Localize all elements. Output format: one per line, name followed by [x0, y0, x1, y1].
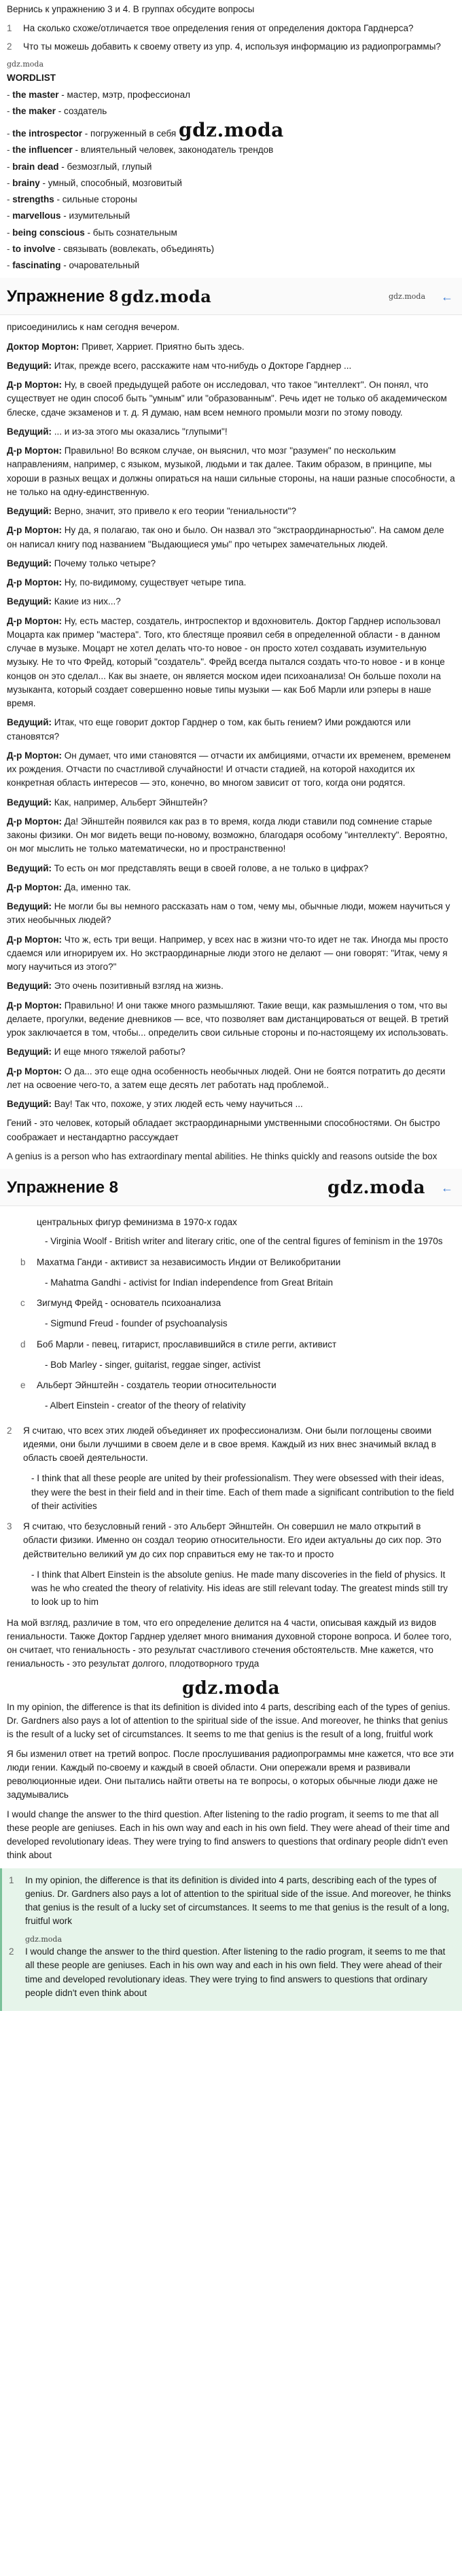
exercise-header [0, 1169, 462, 1206]
question-list [7, 22, 455, 54]
word-item: - being conscious - быть сознательным [7, 227, 177, 238]
opinion-item: 3 Я считаю, что безусловный гений - это Альберт Эйнштейн. Он совершил не мало открытий в области физики. Именно он создал теорию относительности. Его идеи актуальны до сих пор. Это действительно великий ум до сих пор справиться ему не так-то и просто [7, 1521, 442, 1559]
comparison-paragraph: Я бы изменил ответ на третий вопрос. После прослушивания радиопрограммы мне кажется, что все эти люди гении. Каждый по-своему и каждый в своей области. Они опережали время и развивали революционные идеи. Они пытались найти ответы на те вопросы, о которых обычные люди даже не задумывались [7, 1748, 454, 1800]
dialog-line: Д-р Мортон: Ну, в своей предыдущей работе он исследовал, что такое "интеллект". Он понял, что существует не один способ быть "умным" или "образованным". Речь идет не только об академическом блеске, сдаче экзаменов и т. д. Я думаю, нам всем немного промыли мозги по этому поводу. [7, 380, 447, 418]
comparison-paragraph: In my opinion, the difference is that its definition is divided into 4 parts, describing each of the types of genius. Dr. Gardners also pays a lot of attention to the spiritual side of the issue. And moreover, he thinks that genius is the result of a lucky set of circumstances. It seems to me that genius is the result of a long, fruitful work [7, 1701, 450, 1740]
figure-en: - Virginia Woolf - British writer and literary critic, one of the central figures of feminism in the 1970s [45, 1236, 443, 1247]
word-item: - strengths - сильные стороны [7, 194, 137, 204]
dialog-line: Доктор Мортон: Привет, Харриет. Приятно быть здесь. [7, 341, 245, 352]
dialog-line: Ведущий: Почему только четыре? [7, 558, 156, 568]
watermark: gdz.moda [121, 287, 212, 307]
dialog-line: Ведущий: Итак, что еще говорит доктор Гарднер о том, как быть гением? Ими рождаются или становятся? [7, 717, 411, 742]
dialog-line: Д-р Мортон: Ну, по-видимому, существует четыре типа. [7, 577, 247, 587]
word-item: - fascinating - очаровательный [7, 260, 140, 270]
final-answer-item: 2 I would change the answer to the third question. After listening to the radio program, it seems to me that all these people are geniuses. Each in his own way and each in his own field. They were ahead of their time and developed revolutionary ideas. They were trying to find answers to questions that ordinary people didn't even think about [9, 1946, 446, 1998]
dialog-line: Д-р Мортон: Да, именно так. [7, 882, 131, 892]
question-item: 1 На сколько схоже/отличается твое определения гения от определения доктора Гарднерса? [7, 23, 414, 34]
dialog-line: Ведущий: И еще много тяжелой работы? [7, 1047, 185, 1057]
dialog-line: Ведущий: Как, например, Альберт Эйнштейн? [7, 797, 208, 808]
dialog-line: присоединились к нам сегодня вечером. [7, 322, 180, 333]
dialog-line: Д-р Мортон: Правильно! И они также много размышляют. Такие вещи, как размышления о том, что вы делаете, прогулки, ведение дневников — все, что позволяет вам дистанцироваться от вещей. В третий урок заключается в том, чтобы... определить свои сильные стороны и по-настоящему их использовать. [7, 1000, 449, 1038]
dialog-line: Ведущий: Какие из них...? [7, 596, 121, 607]
wordlist-title: WORDLIST [7, 73, 56, 84]
dialog-line: Ведущий: Вау! Так что, похоже, у этих людей есть чему научиться ... [7, 1099, 303, 1109]
watermark: gdz.moda [179, 119, 284, 141]
dialog-line: Ведущий: Верно, значит, это привело к его теории "гениальности"? [7, 506, 296, 516]
figure-en: - Albert Einstein - creator of the theory of relativity [45, 1400, 246, 1411]
opinion-en: - I think that Albert Einstein is the absolute genius. He made many discoveries in the field of physics. It was he who created the theory of relativity. His ideas are still relevant today. The greatest minds still try to look up to him [31, 1569, 448, 1608]
wordlist-section [7, 71, 455, 272]
word-item: - marvellous - изумительный [7, 211, 130, 221]
watermark: gdz.moda [181, 1677, 281, 1699]
dialog-line: Ведущий: То есть он мог представлять вещи в своей голове, а не только в цифрах? [7, 863, 369, 873]
word-item: - the maker - создатель [7, 105, 107, 116]
figure-item: c Зигмунд Фрейд - основатель психоанализа [20, 1298, 221, 1308]
exercise-title: Упражнение 8 [7, 287, 118, 306]
final-answers [0, 1868, 462, 2012]
dialog-line: Д-р Мортон: Что ж, есть три вещи. Например, у всех нас в жизни что-то идет не так. Иногда мы просто сдаемся или игнорируем их. Но экстраординарные люди этого не делают — они говорят: "Итак, чему я могу научиться из этого?" [7, 934, 448, 972]
dialog-line: Ведущий: Это очень позитивный взгляд на жизнь. [7, 981, 224, 992]
dialog-line: Ведущий: Не могли бы вы немного рассказать нам о том, чему мы, обычные люди, можем научиться у этих необычных людей? [7, 901, 450, 926]
watermark-small: gdz.moda [25, 1934, 63, 1944]
figure-item: e Альберт Эйнштейн - создатель теории относительности [20, 1380, 277, 1390]
opinions-section [7, 1420, 455, 1610]
lead-line: центральных фигур феминизма в 1970-х годах [37, 1217, 237, 1227]
figure-item: d Боб Марли - певец, гитарист, прославившийся в стиле регги, активист [20, 1339, 337, 1349]
opinion-en: - I think that all these people are united by their professionalism. They were obsessed with their ideas, they were the best in their field and in their time. Each of them made a significant contribution to the field of their activities [31, 1473, 455, 1511]
figure-en: - Bob Marley - singer, guitarist, reggae singer, activist [45, 1359, 261, 1370]
watermark-small: gdz.moda [388, 292, 425, 301]
dialog-line: Д-р Мортон: Ну, есть мастер, создатель, интроспектор и вдохновитель. Доктор Гарднер использовал Моцарта как пример "мастера". Того, кто блестяще проявил себя в определенной области - в данном случае в музыке. Моцарт не хотел делать что-то новое - он просто хотел создавать изумительную музыку. Не то что Фрейд, который "создатель". Фрейд всегда пытался создать что-то новое - и в конце концов он это сделал... Как вы знаете, он является моском идеи психоанализа! Он больше похоли на музыканта, который создает совершенно новые типы музыки — как Боб Марли или рэперы в наше время. [7, 615, 445, 708]
dialog-line: Ведущий: Итак, прежде всего, расскажите нам что-нибудь о Докторе Гарднер ... [7, 360, 352, 371]
dialog-line: Д-р Мортон: Правильно! Во всяком случае, он выяснил, что мозг "разумен" по нескольким направлениям, например, с языком, музыкой, людьми и так далее. Таким образом, в принципе, мы хороши в разных вещах и должны опираться на наши сильные стороны, на наши разные способности, а не только на одну-единственную. [7, 446, 455, 497]
exercise-header [0, 278, 462, 315]
word-item: - the master - мастер, мэтр, профессионал [7, 89, 191, 100]
dialog-section [7, 321, 455, 1163]
watermark: gdz.moda [327, 1178, 425, 1198]
word-item: - the introspector - погруженный в себя gdz.moda [7, 119, 284, 141]
dialog-line: Д-р Мортон: О да... это еще одна особенность необычных людей. Они не боятся потратить до десяти лет на освоение чего-то, а затем еще десять лет работать над проблемой.. [7, 1066, 446, 1090]
dialog-line: A genius is a person who has extraordinary mental abilities. He thinks quickly and reasons outside the box [7, 1150, 438, 1161]
watermark-small: gdz.moda [7, 59, 44, 69]
arrow-left-icon[interactable]: ← [441, 1180, 453, 1195]
dialog-line: Ведущий: ... и из-за этого мы оказались "глупыми"! [7, 426, 228, 437]
question-item: 2 Что ты можешь добавить к своему ответу из упр. 4, используя информацию из радиопрограммы? [7, 41, 441, 52]
dialog-line: Д-р Мортон: Он думает, что ими становятся — отчасти их амбициями, отчасти их временем, временем их рождения. Отчасти по счастливой случайности! И отчасти стадией, на которой находится их конкретная область интересов — это, конечно, во многом зависит от того, когда они родятся. [7, 750, 451, 788]
figure-en: - Mahatma Gandhi - activist for Indian independence from Great Britain [45, 1277, 333, 1288]
comparison-section [7, 1616, 455, 1863]
word-item: - brainy - умный, способный, мозговитый [7, 177, 182, 188]
dialog-line: Д-р Мортон: Ну да, я полагаю, так оно и было. Он назвал это "экстраординарностью". На самом деле он написал книгу под названием "Выдающиеся умы" про четырех замечательных людей. [7, 525, 444, 549]
dialog-line: Гений - это человек, который обладает экстраординарными умственными способностями. Он быстро соображает и нестандартно рассуждает [7, 1118, 440, 1142]
figures-section [7, 1212, 455, 1413]
intro-section [7, 0, 455, 70]
comparison-paragraph: I would change the answer to the third question. After listening to the radio program, it seems to me that all these people are geniuses. Each in his own way and each in his own field. They were ahead of their time and developed revolutionary ideas. They were trying to find answers to questions that ordinary people didn't even think about [7, 1809, 450, 1861]
word-item: - brain dead - безмозглый, глупый [7, 161, 152, 172]
word-item: - the influencer - влиятельный человек, законодатель трендов [7, 145, 274, 156]
intro-line: Вернись к упражнению 3 и 4. В группах обсудите вопросы [7, 4, 255, 14]
exercise-title: Упражнение 8 [7, 1178, 118, 1197]
arrow-left-icon[interactable]: ← [441, 289, 453, 304]
dialog-line: Д-р Мортон: Да! Эйнштейн появился как раз в то время, когда люди ставили под сомнение старые законы физики. Он мог видеть вещи по-новому, возможно, благодаря особому "интеллекту". Вероятно, он мог мыслить не только математически, но и пространственно! [7, 816, 448, 854]
opinion-item: 2 Я считаю, что всех этих людей объединяет их профессионализм. Они были поглощены своими идеями, они были лучшими в своем деле и в свое время. Каждый из них внес значимый вклад в область своей деятельности. [7, 1425, 436, 1463]
figure-en: - Sigmund Freud - founder of psychoanalysis [45, 1318, 228, 1329]
comparison-paragraph: На мой взгляд, различие в том, что его определение делится на 4 части, описывая каждый из видов гениальности. Также Доктор Гарднер уделяет много внимания духовной стороне вопроса. И более того, он считает, что гениальность - это результат счастливого стечения обстоятельств. Мне кажется, что гениальность - это результат долгого, плодотворного труда [7, 1617, 452, 1669]
word-item: - to involve - связывать (вовлекать, объединять) [7, 243, 215, 254]
wordlist [7, 88, 455, 273]
figure-item: b Махатма Ганди - активист за независимость Индии от Великобритании [20, 1256, 341, 1267]
final-answer-item: 1 In my opinion, the difference is that its definition is divided into 4 parts, describing each of the types of genius. Dr. Gardners also pays a lot of attention to the spiritual side of the issue. And moreover, he thinks that genius is the result of a lucky set of circumstances. It seems to me that genius is the result of a long, fruitful work [9, 1874, 451, 1927]
